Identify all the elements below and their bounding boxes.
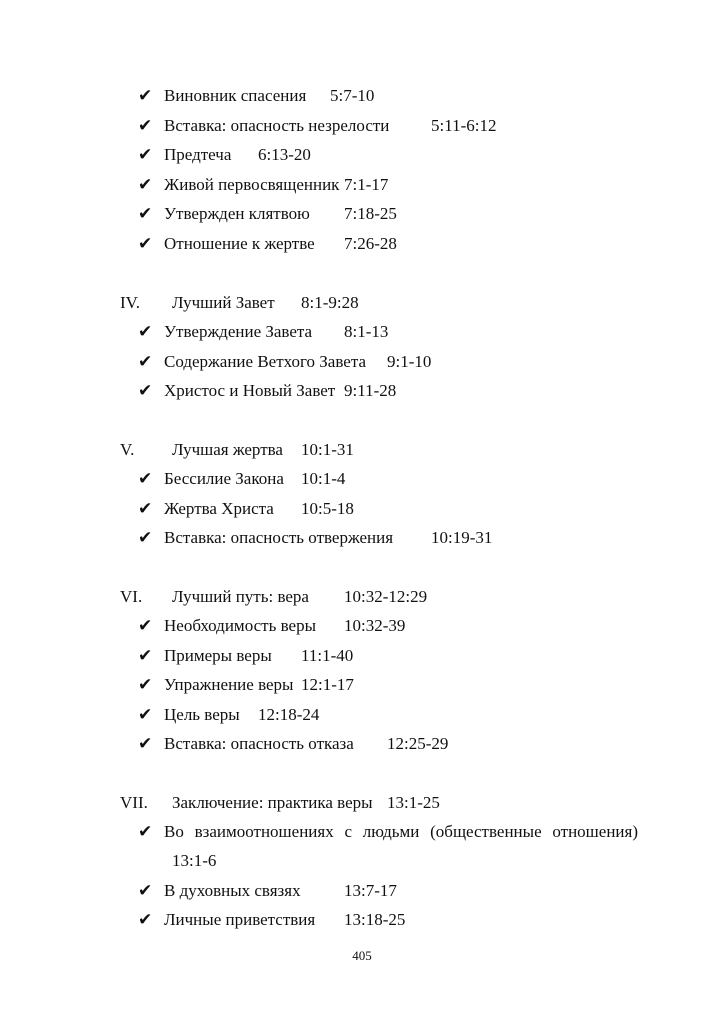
outline-item-ref: 6:13-20 (258, 145, 311, 164)
outline-item-label: Предтеча (164, 145, 232, 164)
check-icon: ✔ (138, 734, 153, 753)
outline-item-ref: 9:1-10 (387, 352, 432, 371)
check-icon: ✔ (138, 381, 153, 400)
outline-item-ref: 10:1-4 (301, 469, 346, 488)
section-ref: 8:1-9:28 (301, 293, 359, 312)
check-icon: ✔ (138, 616, 153, 635)
outline-item-label: Живой первосвященник (164, 175, 340, 194)
outline-item-ref: 13:7-17 (344, 881, 397, 900)
outline-item-ref: 7:26-28 (344, 234, 397, 253)
section-number: VI. (120, 587, 143, 606)
outline-item-label: Упражнение веры (164, 675, 294, 694)
outline-item-label: Во взаимоотношениях с людьми (общественные отношения) (164, 822, 638, 841)
outline-item-label: Вставка: опасность отвержения (164, 528, 394, 547)
outline-item-label: Необходимость веры (164, 616, 316, 635)
check-icon: ✔ (138, 499, 153, 518)
section-number: VII. (120, 793, 148, 812)
outline-item-label: Вставка: опасность незрелости (164, 116, 390, 135)
outline-item-ref: 13:18-25 (344, 910, 406, 929)
section-ref: 10:32-12:29 (344, 587, 428, 606)
outline-item-label: Содержание Ветхого Завета (164, 352, 367, 371)
outline-item-label: Вставка: опасность отказа (164, 734, 354, 753)
outline-item-ref: 12:18-24 (258, 705, 320, 724)
outline-item-label: Виновник спасения (164, 86, 307, 105)
outline-item-label: Христос и Новый Завет (164, 381, 336, 400)
section-title: Лучший путь: вера (172, 587, 309, 606)
section-ref: 10:1-31 (301, 440, 354, 459)
outline-item-label: Утверждение Завета (164, 322, 313, 341)
check-icon: ✔ (138, 116, 153, 135)
check-icon: ✔ (138, 204, 153, 223)
outline-item-label: Утвержден клятвою (164, 204, 310, 223)
check-icon: ✔ (138, 822, 153, 841)
outline-item-ref: 13:1-6 (172, 851, 217, 870)
section-title: Лучшая жертва (172, 440, 283, 459)
outline-item-ref: 10:19-31 (431, 528, 493, 547)
outline-item-label: Примеры веры (164, 646, 272, 665)
outline-item-ref: 7:18-25 (344, 204, 397, 223)
check-icon: ✔ (138, 352, 153, 371)
outline-item-ref: 11:1-40 (301, 646, 354, 665)
section-title: Заключение: практика веры (172, 793, 373, 812)
check-icon: ✔ (138, 86, 153, 105)
outline-item-ref: 5:7-10 (330, 86, 375, 105)
outline-item-label: Личные приветствия (164, 910, 316, 929)
outline-item-ref: 10:32-39 (344, 616, 406, 635)
outline-item-label: В духовных связях (164, 881, 301, 900)
outline-item-label: Отношение к жертве (164, 234, 315, 253)
outline-item-label: Жертва Христа (164, 499, 274, 518)
check-icon: ✔ (138, 881, 153, 900)
check-icon: ✔ (138, 175, 153, 194)
section-title: Лучший Завет (172, 293, 275, 312)
check-icon: ✔ (138, 675, 153, 694)
outline-item-ref: 5:11-6:12 (431, 116, 497, 135)
check-icon: ✔ (138, 910, 153, 929)
outline-item-ref: 12:1-17 (301, 675, 354, 694)
check-icon: ✔ (138, 469, 153, 488)
check-icon: ✔ (138, 322, 153, 341)
outline-item-ref: 12:25-29 (387, 734, 449, 753)
check-icon: ✔ (138, 528, 153, 547)
section-number: V. (120, 440, 135, 459)
outline-item-ref: 9:11-28 (344, 381, 397, 400)
outline-item-ref: 7:1-17 (344, 175, 389, 194)
check-icon: ✔ (138, 234, 153, 253)
outline-item-label: Цель веры (164, 705, 240, 724)
check-icon: ✔ (138, 646, 153, 665)
page-number: 405 (352, 948, 372, 963)
section-number: IV. (120, 293, 140, 312)
check-icon: ✔ (138, 145, 153, 164)
check-icon: ✔ (138, 705, 153, 724)
outline-item-ref: 10:5-18 (301, 499, 354, 518)
outline-item-label: Бессилие Закона (164, 469, 284, 488)
outline-item-ref: 8:1-13 (344, 322, 389, 341)
section-ref: 13:1-25 (387, 793, 440, 812)
